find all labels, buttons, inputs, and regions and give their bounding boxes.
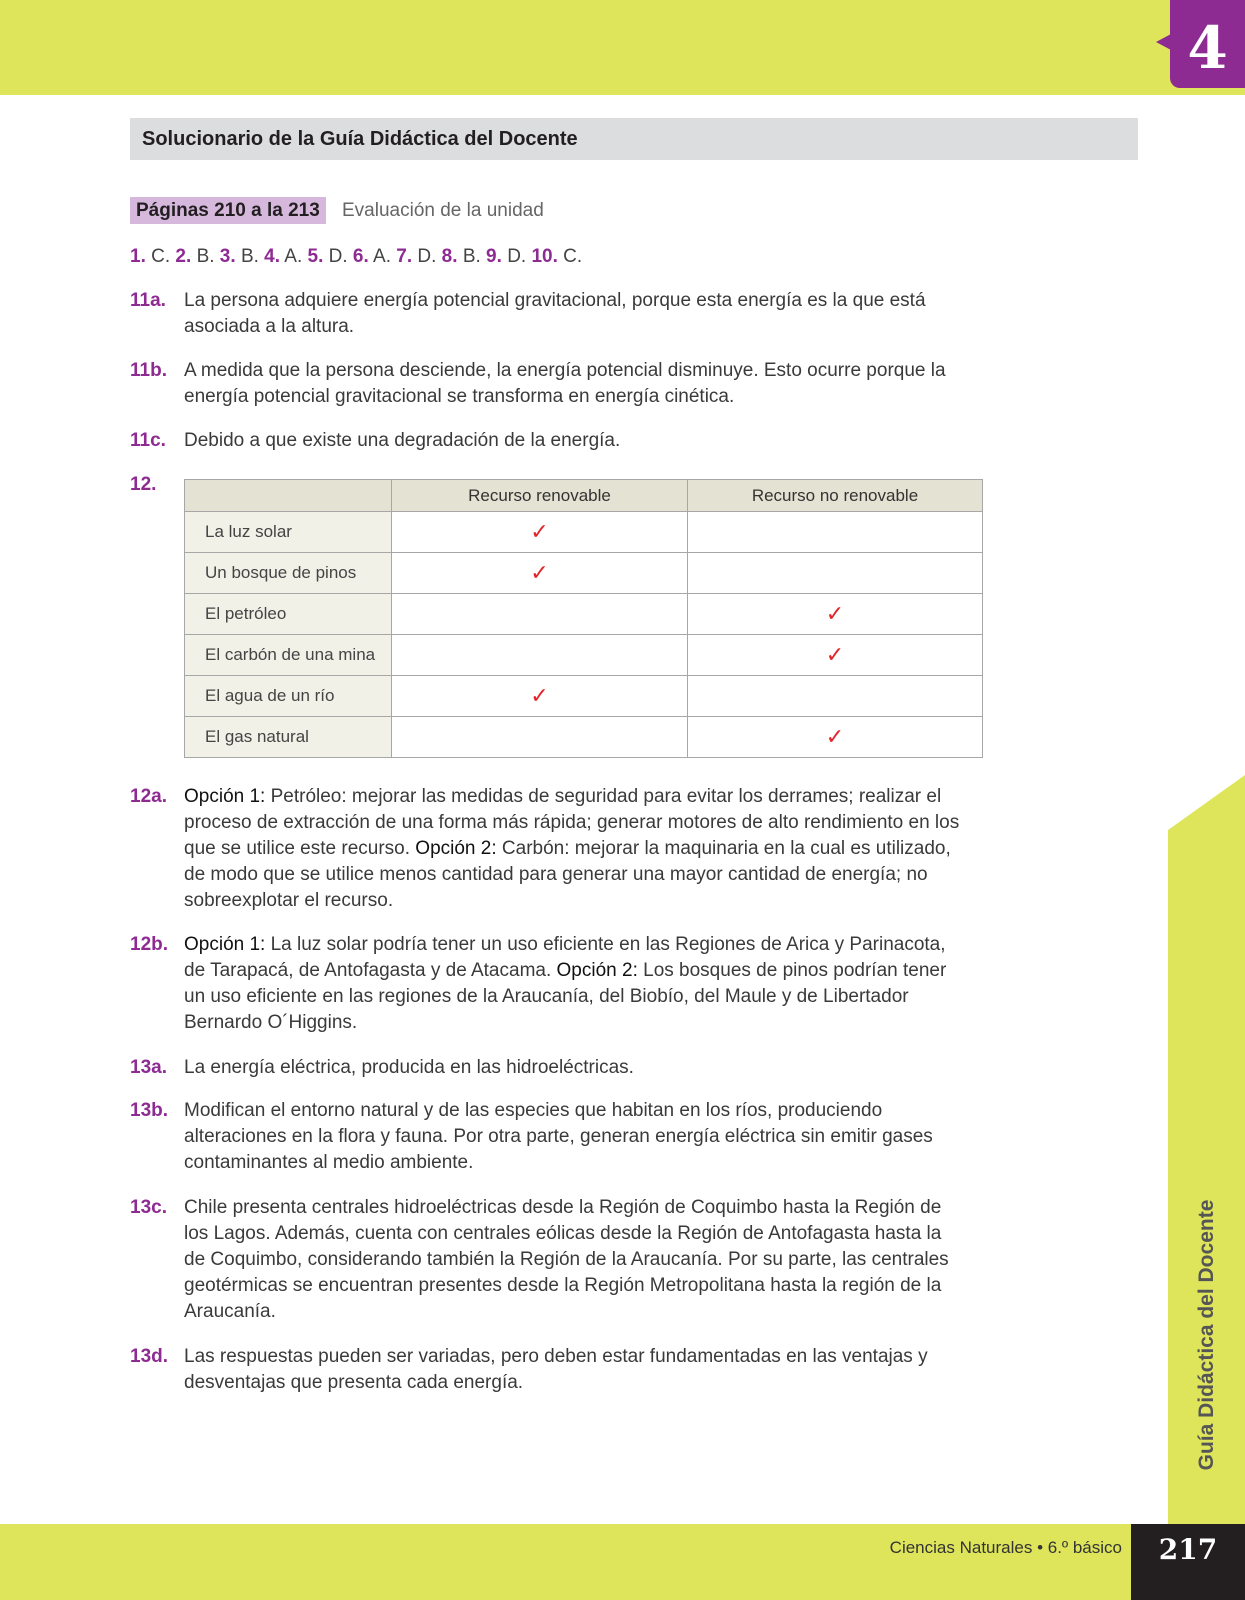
answer-number: 2. [175,246,192,267]
answer-number: 9. [486,246,502,267]
item-number: 11b. [130,360,167,381]
table-row [185,553,983,594]
page-title: Solucionario de la Guía Didáctica del Docente [142,128,578,150]
option-label: Opción 1: [184,934,266,955]
answer-value: B. [240,246,259,267]
answers-line [130,244,582,270]
item-number: 11a. [130,290,166,311]
side-title: Guía Didáctica del Docente [1195,1199,1218,1471]
table-row-label: Un bosque de pinos [185,553,392,594]
check-icon: ✓ [530,682,549,708]
table-header: Recurso renovable [392,480,688,512]
item-text: Debido a que existe una degradación de la energía. [184,430,621,451]
table-row [185,512,983,553]
header-bar [130,118,1138,160]
answer-value: A. [284,246,303,267]
answer-number: 4. [264,246,281,267]
item-text: Modifican el entorno natural y de las especies que habitan en los ríos, produciendo alteraciones en la flora y fauna. Por otra parte, generan energía eléctrica sin emitir gases contaminantes al medio ambiente. [184,1100,933,1173]
item-number: 12b. [130,934,169,955]
page-number: 217 [1158,1533,1218,1566]
answer-number: 6. [352,246,369,267]
answer-value: D. [507,246,527,267]
check-icon: ✓ [825,723,845,749]
item-text [184,932,964,1036]
table-corner-cell [185,480,392,512]
item-number: 13a. [130,1057,167,1078]
item-number: 13b. [130,1100,169,1121]
answer-value: D. [328,246,348,267]
section-subtitle: Evaluación de la unidad [342,200,544,221]
option-label: Opción 2: [556,960,638,981]
table-row-label: El carbón de una mina [185,635,392,676]
item-text [184,784,964,914]
option-text: Petróleo: mejorar las medidas de seguridad para evitar los derrames; realizar el proceso de extracción de una forma más rápida; generar motores de alto rendimiento en los que se utilice este recurso. [184,786,960,859]
answer-value: C. [151,246,171,267]
unit-tab-notch [1156,34,1171,50]
table-row-label: El agua de un río [185,676,392,717]
item-text: Las respuestas pueden ser variadas, pero deben estar fundamentadas en las ventajas y desventajas que presenta cada energía. [184,1346,928,1393]
section-label: Páginas 210 a la 213 [130,197,326,224]
resources-table [184,479,983,758]
answer-number: 1. [130,246,146,267]
answer-value: C. [563,246,583,267]
item-text: La energía eléctrica, producida en las hidroeléctricas. [184,1057,634,1078]
answer-number: 10. [531,246,558,267]
table-row [185,594,983,635]
table-row-label: El petróleo [185,594,392,635]
check-icon: ✓ [530,518,549,544]
table-row [185,717,983,758]
table-header-row [185,480,983,512]
answer-number: 5. [307,246,324,267]
check-icon: ✓ [825,641,845,667]
option-text: La luz solar podría tener un uso eficiente en las Regiones de Arica y Parinacota, de Tarapacá, de Antofagasta y de Atacama. [184,934,946,981]
item-text: La persona adquiere energía potencial gravitacional, porque esta energía es la que está asociada a la altura. [184,290,926,337]
item-text: Chile presenta centrales hidroeléctricas desde la Región de Coquimbo hasta la Región de los Lagos. Además, cuenta con centrales eólicas desde la Región de Antofagasta hasta la de Coquimbo, considerando también la Región de la Araucanía. Por su parte, las centrales geotérmicas se encuentran presentes desde la Región Metropolitana hasta la región de la Araucanía. [184,1197,949,1322]
answer-value: B. [462,246,481,267]
option-label: Opción 1: [184,786,266,807]
answer-value: A. [373,246,391,267]
option-text: Carbón: mejorar la maquinaria en la cual es utilizado, de modo que se utilice menos cantidad para generar una mayor cantidad de energía; no sobreexplotar el recurso. [184,838,951,911]
answer-number: 3. [219,246,236,267]
table-row [185,676,983,717]
answer-value: D. [417,246,437,267]
table-row-label: El gas natural [185,717,392,758]
item-number: 13c. [130,1197,167,1218]
item-number: 12a. [130,786,167,807]
table-row-label: La luz solar [185,512,392,553]
item-number: 12. [130,474,157,495]
check-icon: ✓ [530,559,549,585]
unit-number: 4 [1187,14,1228,82]
table-row [185,635,983,676]
footer-text: Ciencias Naturales • 6.º básico [889,1538,1122,1557]
answer-number: 8. [441,246,458,267]
option-text: Los bosques de pinos podrían tener un uso eficiente en las regiones de la Araucanía, del Biobío, del Maule y de Libertador Bernardo O´Higgins. [184,960,947,1033]
option-label: Opción 2: [415,838,497,859]
item-number: 13d. [130,1346,169,1367]
table-header: Recurso no renovable [688,480,983,512]
check-icon: ✓ [825,600,845,626]
item-text: A medida que la persona desciende, la energía potencial disminuye. Esto ocurre porque la energía potencial gravitacional se transforma en energía cinética. [184,360,946,407]
answer-number: 7. [396,246,413,267]
answer-value: B. [196,246,215,267]
item-number: 11c. [130,430,166,451]
top-band [0,0,1245,95]
